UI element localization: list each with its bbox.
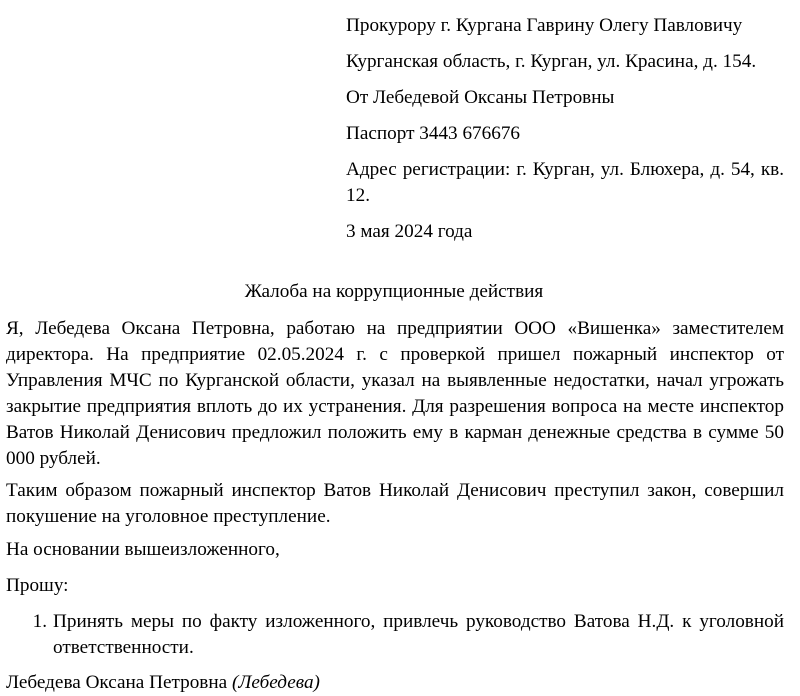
sender-registration-address: Адрес регистрации: г. Курган, ул. Блюхера, д. 54, кв. 12. (346, 159, 784, 206)
signature-line (6, 670, 784, 696)
paragraph-text: Таким образом пожарный инспектор Ватов Николай Денисович преступил закон, совершил покушение на уголовное преступление. (6, 480, 784, 527)
list-item-number: 1. (32, 611, 47, 632)
complaint-paragraph-3 (6, 537, 784, 563)
document-header (346, 13, 784, 255)
document-title: Жалоба на коррупционные действия (244, 281, 544, 302)
addressee-address: Курганская область, г. Курган, ул. Красина, д. 154. (346, 51, 757, 72)
sender-passport: Паспорт 3443 676676 (346, 123, 521, 144)
request-heading (6, 573, 784, 599)
complaint-paragraph-1 (6, 316, 784, 472)
paragraph-text: Прошу: (6, 575, 69, 596)
signer-name: Лебедева Оксана Петровна (6, 672, 228, 693)
complaint-paragraph-2 (6, 478, 784, 530)
addressee: Прокурору г. Кургана Гаврину Олегу Павловичу (346, 15, 743, 36)
request-list (6, 609, 784, 661)
list-item (6, 609, 784, 661)
handwritten-signature: (Лебедева) (231, 672, 320, 693)
paragraph-text: На основании вышеизложенного, (6, 539, 280, 560)
document-date: 3 мая 2024 года (346, 221, 473, 242)
paragraph-text: Я, Лебедева Оксана Петровна, работаю на предприятии ООО «Вишенка» заместителем директора. На предприятие 02.05.2024 г. с проверкой пришел пожарный инспектор от Управления МЧС по Курганской области, указал на выявленные недостатки, начал угрожать закрытие предприятия вплоть до их устранения. Для разрешения вопроса на месте инспектор Ватов Николай Денисович предложил положить ему в карман денежные средства в сумме 50 000 рублей. (6, 318, 784, 469)
list-item-text: Принять меры по факту изложенного, привлечь руководство Ватова Н.Д. к уголовной ответственности. (53, 611, 784, 658)
sender-name: От Лебедевой Оксаны Петровны (346, 87, 615, 108)
